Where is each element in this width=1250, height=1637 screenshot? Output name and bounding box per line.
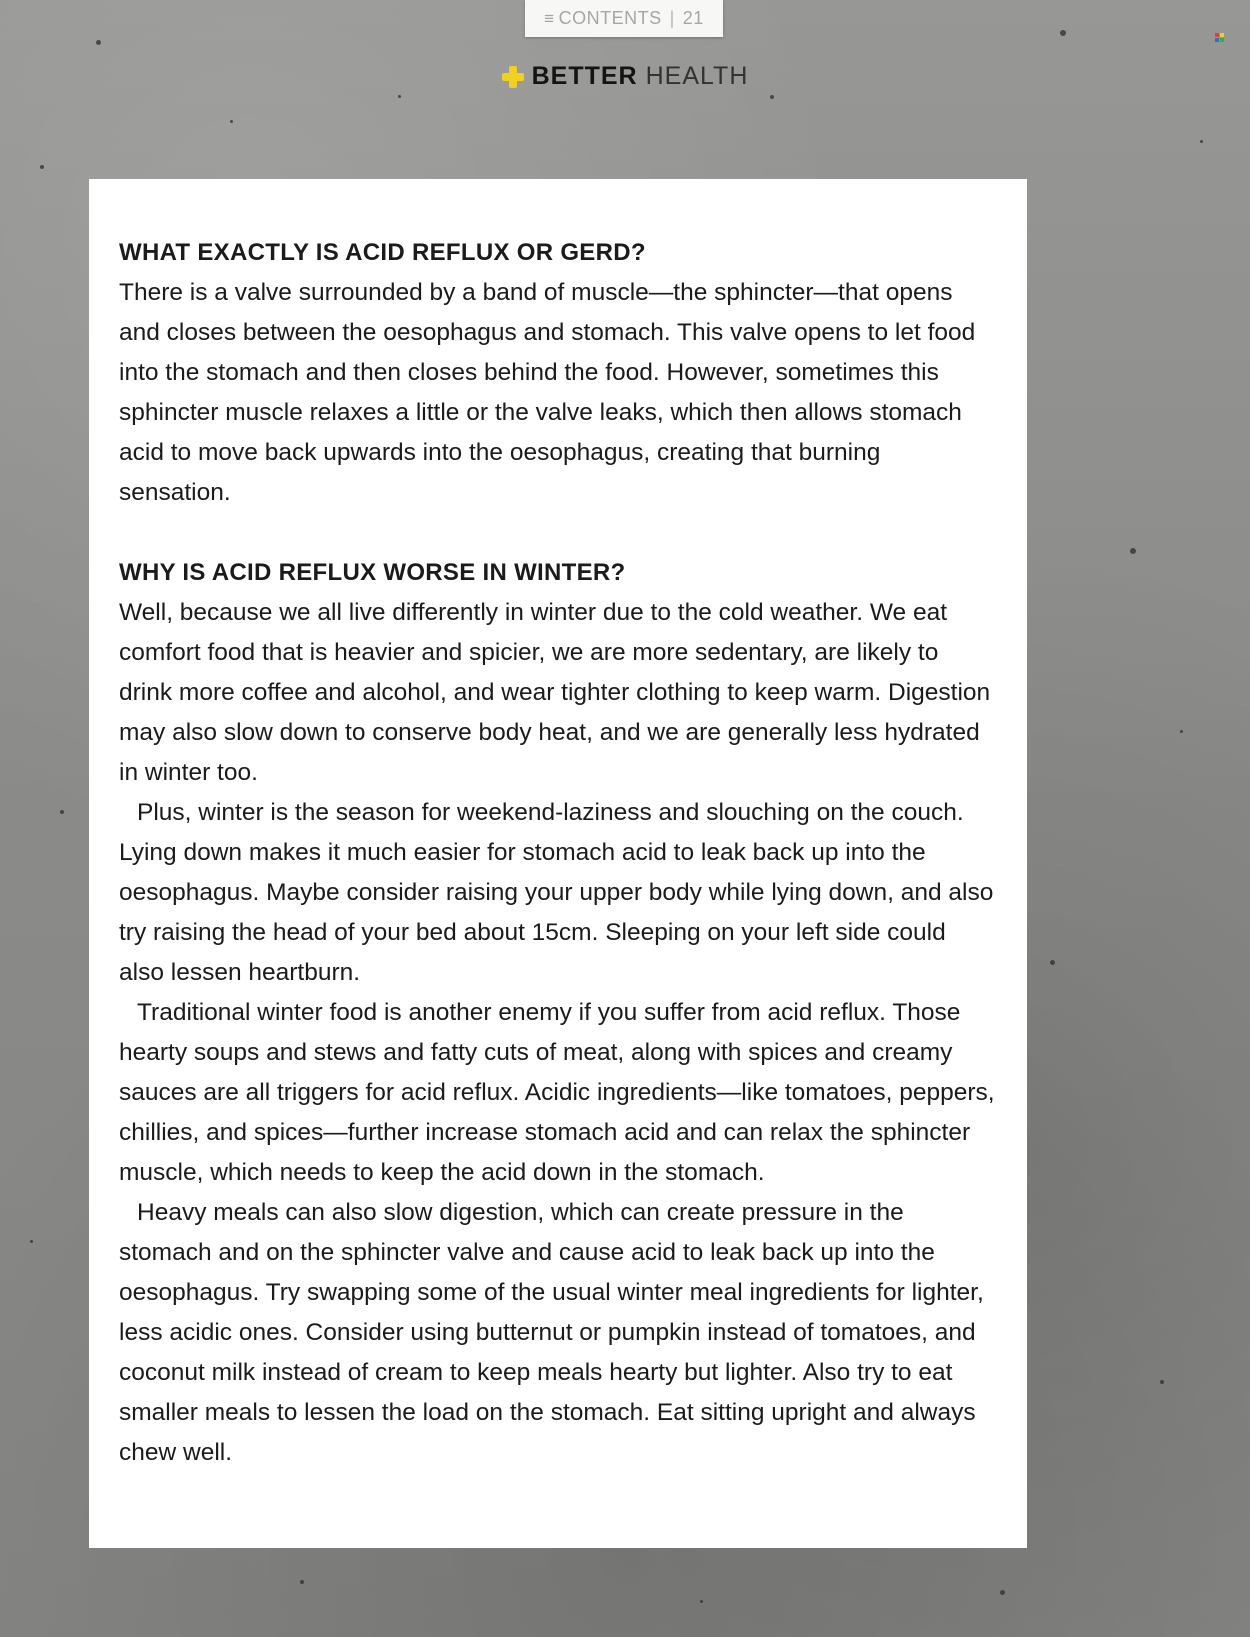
background-speck xyxy=(60,810,64,814)
background-speck xyxy=(1200,140,1203,143)
page-number: 21 xyxy=(682,8,704,28)
section-paragraph: Heavy meals can also slow digestion, which can create pressure in the stomach and on the sphincter valve and cause acid to leak back up into the oesophagus. Try swapping some of the usual winter meal ingredients for lighter, less acidic ones. Consider using butternut or pumpkin instead of tomatoes, and coconut milk instead of cream to keep meals hearty but lighter. Also try to eat smaller meals to lessen the load on the stomach. Eat sitting upright and always chew well. xyxy=(119,1199,984,1466)
divider: | xyxy=(669,8,675,28)
background-speck xyxy=(300,1580,304,1584)
background-speck xyxy=(1000,1590,1005,1595)
color-dots-icon xyxy=(1215,33,1225,43)
contents-label: CONTENTS xyxy=(558,8,662,28)
background-speck xyxy=(1160,1380,1164,1384)
background-speck xyxy=(700,1600,703,1603)
background-speck xyxy=(770,95,774,99)
background-speck xyxy=(1060,30,1066,36)
section-spacer xyxy=(119,513,997,553)
brand-light-word: HEALTH xyxy=(645,62,749,90)
contents-button[interactable] xyxy=(525,0,723,37)
section-paragraph: There is a valve surrounded by a band of muscle—the sphincter—that opens and closes between the oesophagus and stomach. This valve opens to let food into the stomach and then closes behind the food. However, sometimes this sphincter muscle relaxes a little or the valve leaks, which then allows stomach acid to move back upwards into the oesophagus, creating that burning sensation. xyxy=(119,279,976,506)
background-speck xyxy=(96,40,101,45)
section-paragraph: Plus, winter is the season for weekend-laziness and slouching on the couch. Lying down makes it much easier for stomach acid to leak back up into the oesophagus. Maybe consider raising your upper body while lying down, and also try raising the head of your bed about 15cm. Sleeping on your left side could also lessen heartburn. xyxy=(119,799,994,986)
background-speck xyxy=(30,1240,33,1243)
section-paragraph: Traditional winter food is another enemy if you suffer from acid reflux. Those hearty soups and stews and fatty cuts of meat, along with spices and creamy sauces are all triggers for acid reflux. Acidic ingredients—like tomatoes, peppers, chillies, and spices—further increase stomach acid and can relax the sphincter muscle, which needs to keep the acid down in the stomach. xyxy=(119,999,995,1186)
article-section xyxy=(119,233,997,513)
plus-icon xyxy=(502,66,524,88)
background-speck xyxy=(398,95,401,98)
background-speck xyxy=(1130,548,1136,554)
article-section xyxy=(119,553,997,1473)
background-speck xyxy=(40,165,44,169)
menu-icon: ≡ xyxy=(544,8,555,28)
section-heading: WHAT EXACTLY IS ACID REFLUX OR GERD? xyxy=(119,239,646,266)
background-speck xyxy=(230,120,233,123)
article-panel xyxy=(89,179,1027,1548)
section-paragraph: Well, because we all live differently in winter due to the cold weather. We eat comfort food that is heavier and spicier, we are more sedentary, are likely to drink more coffee and alcohol, and wear tighter clothing to keep warm. Digestion may also slow down to conserve body heat, and we are generally less hydrated in winter too. xyxy=(119,599,991,786)
brand-bold-word: BETTER xyxy=(531,62,638,90)
brand-header xyxy=(0,62,1250,91)
background-speck xyxy=(1180,730,1183,733)
section-heading: WHY IS ACID REFLUX WORSE IN WINTER? xyxy=(119,559,626,586)
background-speck xyxy=(1050,960,1055,965)
